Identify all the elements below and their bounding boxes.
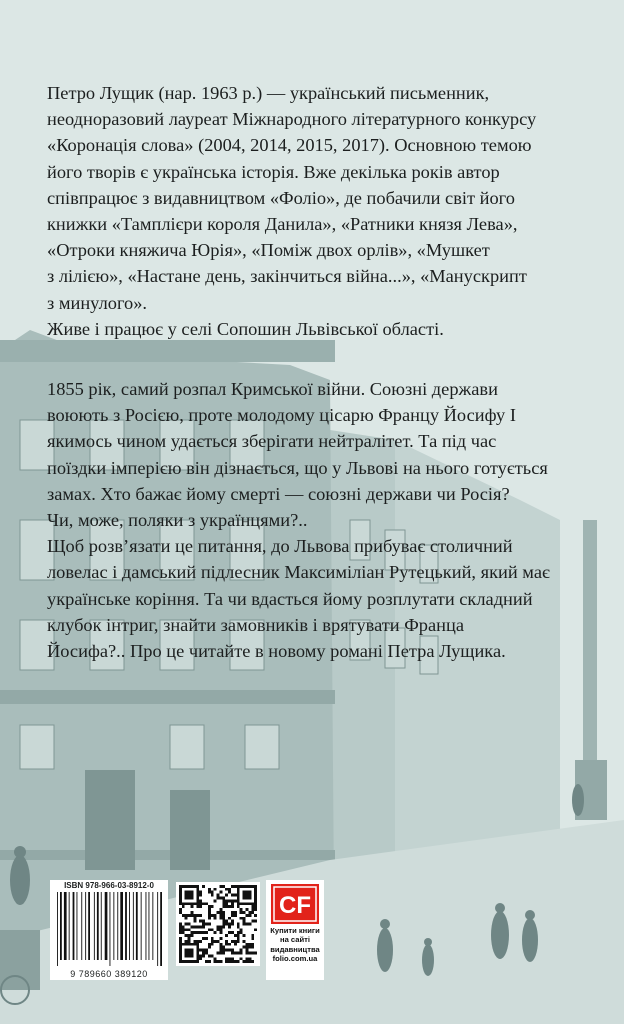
synopsis-line: Чи, може, поляки з українцями?.. xyxy=(47,510,308,531)
folio-logo-text: CF xyxy=(279,892,311,919)
qr-code-icon[interactable] xyxy=(176,882,260,966)
synopsis-line: ловелас і дамський підлесник Максиміліан Рутецький, який має xyxy=(47,562,550,583)
isbn-label: ISBN 978-966-03-8912-0 xyxy=(64,881,154,890)
bio-line: його творів є українська історія. Вже декілька років автор xyxy=(47,161,500,182)
publisher-caption-line: на сайті xyxy=(280,935,310,945)
barcode-digits: 9 789660 389120 xyxy=(70,969,148,979)
book-synopsis xyxy=(47,376,595,664)
synopsis-line: українське коріння. Та чи вдасться йому розплутати складний xyxy=(47,588,533,609)
bio-line: «Коронація слова» (2004, 2014, 2015, 2017). Основною темою xyxy=(47,135,532,156)
publisher-badge[interactable] xyxy=(266,880,324,980)
barcode-icon xyxy=(53,892,165,966)
synopsis-line: Щоб розв’язати це питання, до Львова прибуває столичний xyxy=(47,536,513,557)
bio-line: неодноразовий лауреат Міжнародного літературного конкурсу xyxy=(47,109,537,130)
publisher-caption-line: folio.com.ua xyxy=(272,954,318,964)
bio-line: з минулого». xyxy=(47,292,148,313)
bio-line: книжки «Тамплієри короля Данила», «Ратники князя Лева», xyxy=(47,214,518,235)
synopsis-line: поїздки імперією він дізнається, що у Львові на нього готується xyxy=(47,457,548,478)
bio-line: Петро Лущик (нар. 1963 р.) — український письменник, xyxy=(47,83,490,103)
isbn-barcode xyxy=(50,880,168,980)
publisher-caption xyxy=(266,926,324,964)
publisher-caption-line: видавництва xyxy=(270,944,320,954)
bio-line: «Отроки княжича Юрія», «Поміж двох орлів», «Мушкет xyxy=(47,240,490,261)
synopsis-line: воюють з Росією, проте молодому цісарю Францу Йосифу I xyxy=(47,405,516,426)
bio-line: співпрацює з видавництвом «Фоліо», де побачили світ його xyxy=(47,187,515,208)
synopsis-line: якимось чином удається зберігати нейтралітет. Та під час xyxy=(47,431,497,452)
folio-logo-icon xyxy=(271,884,319,924)
author-bio xyxy=(47,80,595,342)
synopsis-line: Йосифа?.. Про це читайте в новому романі Петра Лущика. xyxy=(47,641,506,662)
synopsis-line: 1855 рік, самий розпал Кримської війни. Союзні держави xyxy=(47,379,498,399)
synopsis-line: клубок інтриг, знайти замовників і врятувати Франца xyxy=(47,614,464,635)
synopsis-line: замах. Хто бажає йому смерті — союзні держави чи Росія? xyxy=(47,483,510,504)
bio-line: з лілією», «Настане день, закінчиться війна...», «Манускрипт xyxy=(47,266,527,287)
bio-line: Живе і працює у селі Сопошин Львівської області. xyxy=(47,318,444,339)
publisher-caption-line: Купити книги xyxy=(270,926,320,935)
